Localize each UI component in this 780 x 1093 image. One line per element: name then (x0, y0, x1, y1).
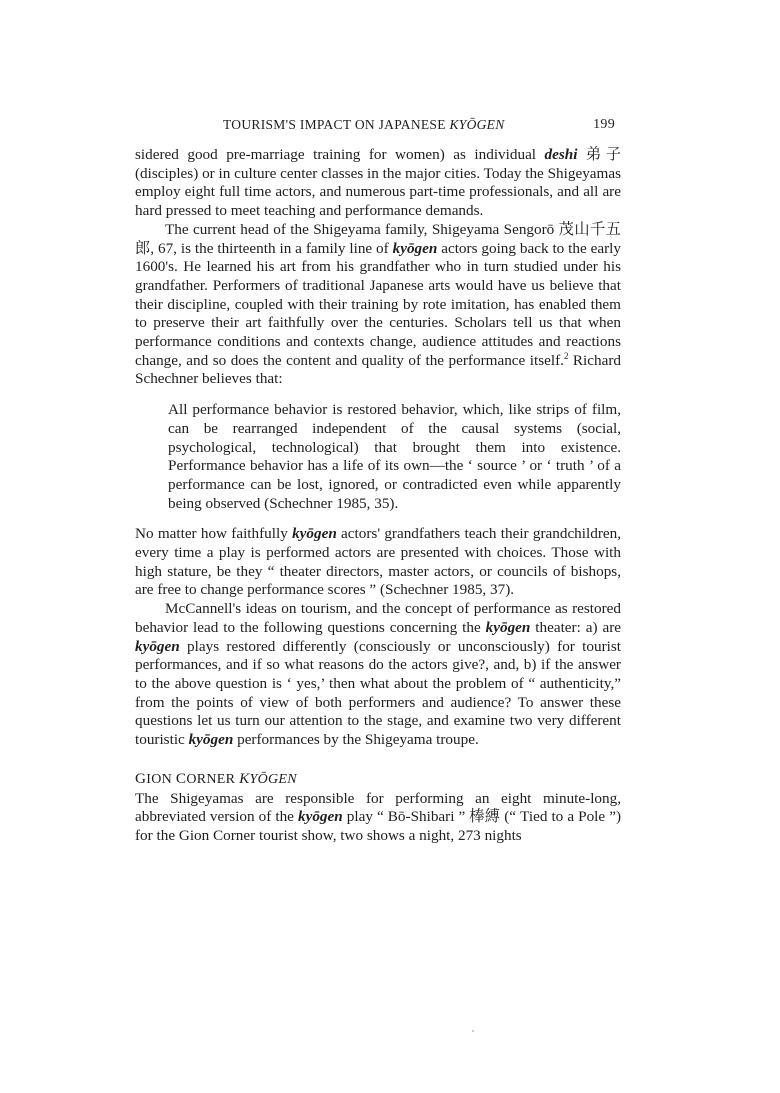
term-kyogen: kyōgen (188, 731, 234, 749)
paragraph-questions: McCannell's ideas on tourism, and the concept of performance as restored behavior lead to the following questions concerning the kyōgen theater: a) are kyōgen plays restored differently (consciously or unconsciously) for tourist performances, and if so what reasons do the actors give?, and, b) if the answer to the above question is ‘ yes,’ then what about the problem of “ authenticity,” from the points of view of both performers and audience? To answer these questions let us turn our attention to the stage, and examine two very different touristic kyōgen performances by the Shigeyama troupe. (135, 600, 621, 749)
paragraph-gion-corner: The Shigeyamas are responsible for performing an eight minute-long, abbreviated version of the kyōgen play “ Bō-Shibari ” 棒縛 (“ Tied to a Pole ”) for the Gion Corner tourist show, two shows a night, 273 nights (135, 789, 621, 844)
term-kyogen: kyōgen (392, 239, 438, 257)
running-head-title: TOURISM'S IMPACT ON JAPANESE KYŌGEN (223, 117, 505, 132)
running-head (135, 112, 621, 134)
section-heading: GION CORNER KYŌGEN (135, 769, 297, 787)
paragraph-continuation: sidered good pre-marriage training for women) as individual deshi 弟子 (disciples) or in culture center classes in the major cities. Today the Shigeyamas employ eight full time actors, and numerous part-time professionals, and all are hard pressed to meet teaching and performance demands. (135, 146, 621, 220)
page-content (135, 112, 621, 846)
scan-speck (472, 1030, 474, 1032)
page-number: 199 (593, 117, 615, 132)
footnote-marker: 2 (563, 350, 569, 361)
term-deshi: deshi (544, 146, 578, 163)
term-kyogen: kyōgen (135, 637, 180, 655)
term-kyogen: kyōgen (485, 618, 531, 636)
paragraph-shigeyama-head: The current head of the Shigeyama family, Shigeyama Sengorō 茂山千五郎, 67, is the thirteenth in a family line of kyōgen actors going back to the early 1600's. He learned his art from his grandfather who in turn studied under his grandfather. Performers of traditional Japanese arts would have us believe that their discipline, coupled with their training by rote imitation, has enabled them to preserve their art faithfully over the centuries. Scholars tell us that when performance conditions and contexts change, audience attitudes and reactions change, and so does the content and quality of the performance itself.$^2$ Richard Schechner believes that: (135, 220, 622, 388)
paragraph-choices: No matter how faithfully kyōgen actors' grandfathers teach their grandchildren, every time a play is performed actors are presented with choices. Those with high stature, be they “ theater directors, master actors, or councils of bishops, are free to change performance scores ” (Schechner 1985, 37). (135, 525, 622, 599)
running-head-italic: KYŌGEN (449, 117, 505, 132)
block-quote: All performance behavior is restored behavior, which, like strips of film, can be rearranged independent of the causal systems (social, psychological, technological) that brought them into existence. Performance behavior has a life of its own—the ‘ source ’ or ‘ truth ’ of a performance can be lost, ignored, or contradicted even while apparently being observed (Schechner 1985, 35). (168, 401, 621, 512)
term-kyogen: kyōgen (292, 525, 337, 543)
term-kyogen: kyōgen (298, 808, 343, 826)
